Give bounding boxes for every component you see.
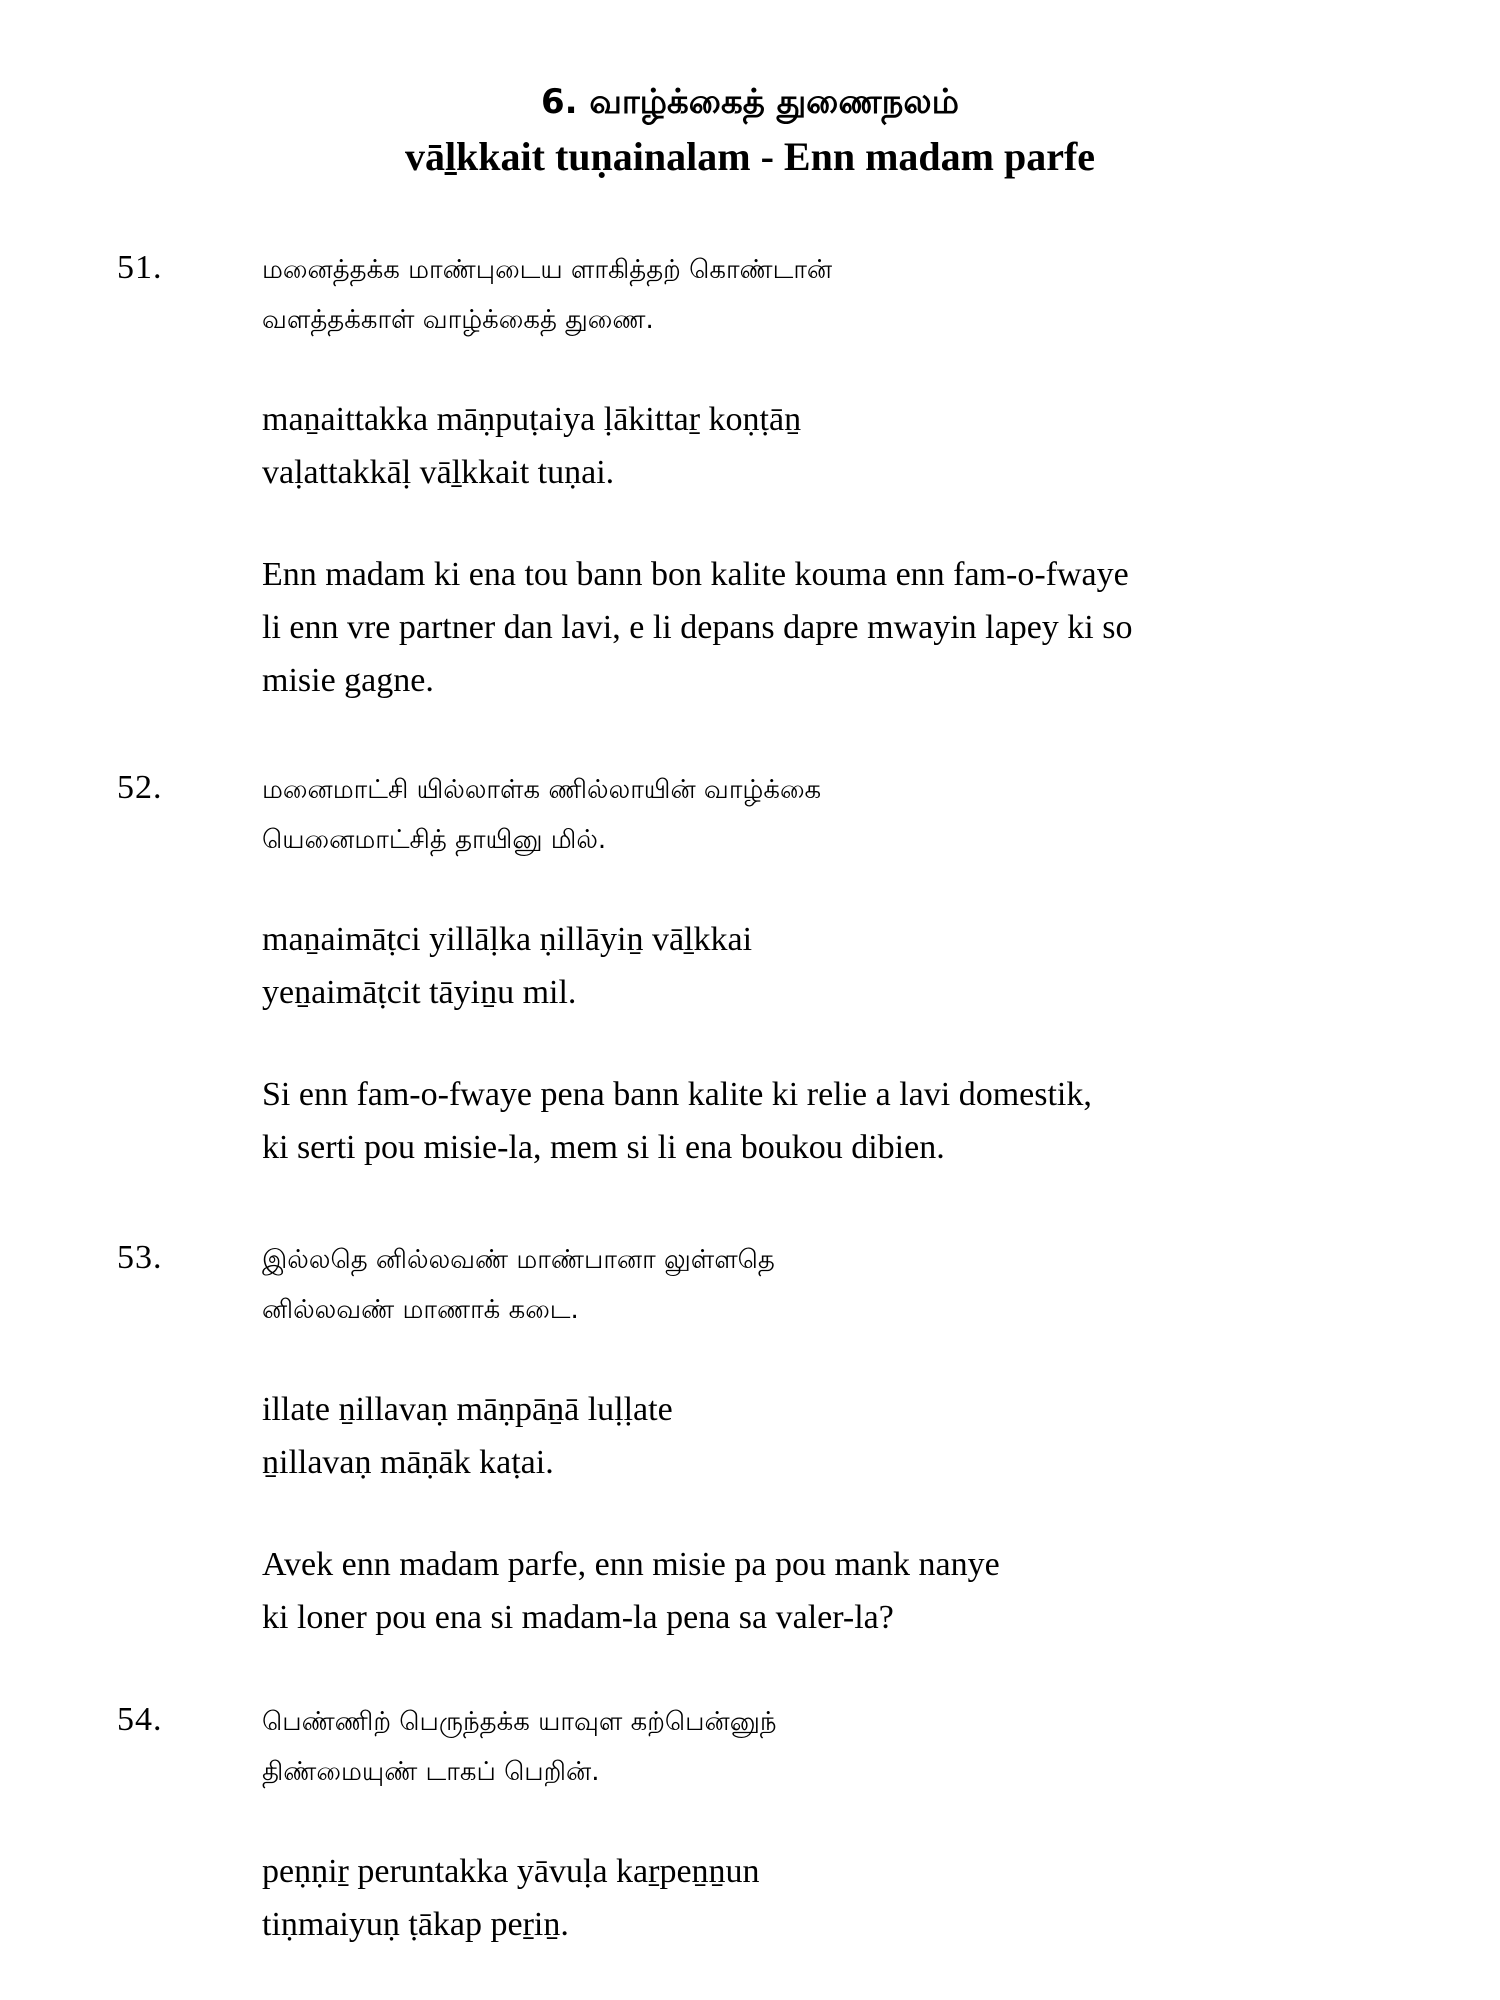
kreol-translation [262,1538,1000,1644]
tamil-line: மனைமாட்சி யில்லாள்க ணில்லாயின் வாழ்க்கை [262,775,822,805]
translation-line: ki loner pou ena si madam-la pena sa valer-la? [262,1599,894,1636]
kreol-translation [262,548,1133,707]
transliteration-couplet [262,1845,760,1951]
verse-number: 53. [117,1239,163,1276]
translation-line: Avek enn madam parfe, enn misie pa pou mank nanye [262,1546,1000,1583]
translation-line: li enn vre partner dan lavi, e li depans dapre mwayin lapey ki so [262,609,1133,646]
verse-number: 52. [117,769,163,806]
tamil-line: னில்லவண் மாணாக் கடை. [262,1295,579,1325]
translation-line: ki serti pou misie-la, mem si li ena boukou dibien. [262,1129,945,1166]
tamil-couplet [262,1697,777,1797]
transliteration-couplet [262,913,752,1019]
verse-number: 54. [117,1701,163,1738]
transliteration-line: peṇṇiṟ peruntakka yāvuḷa kaṟpeṉṉun [262,1853,760,1890]
transliteration-line: ṉillavaṇ māṇāk kaṭai. [262,1444,554,1481]
chapter-title-transliteration: vāḻkkait tuṇainalam - Enn madam parfe [404,134,1096,179]
tamil-couplet [262,765,821,865]
transliteration-couplet [262,393,801,499]
tamil-line: பெண்ணிற் பெருந்தக்க யாவுள கற்பென்னுந் [262,1707,777,1737]
transliteration-line: tiṇmaiyuṇ ṭākap peṟiṉ. [262,1906,569,1943]
translation-line: Si enn fam-o-fwaye pena bann kalite ki relie a lavi domestik, [262,1076,1092,1113]
transliteration-line: vaḷattakkāḷ vāḻkkait tuṇai. [262,454,615,491]
tamil-line: வளத்தக்காள் வாழ்க்கைத் துணை. [262,305,654,335]
tamil-line: மனைத்தக்க மாண்புடைய ளாகித்தற் கொண்டான் [262,255,833,285]
tamil-line: திண்மையுண் டாகப் பெறின். [262,1757,600,1787]
transliteration-line: maṉaimāṭci yillāḷka ṇillāyiṉ vāḻkkai [262,921,753,958]
tamil-line: யெனைமாட்சித் தாயினு மில். [262,825,607,855]
transliteration-line: illate ṉillavaṇ māṇpāṉā luḷḷate [262,1391,673,1428]
tamil-line: இல்லதெ னில்லவண் மாண்பானா லுள்ளதெ [262,1245,775,1275]
translation-line: misie gagne. [262,662,434,699]
transliteration-line: maṉaittakka māṇpuṭaiya ḷākittaṟ koṇṭāṉ [262,401,802,438]
translation-line: Enn madam ki ena tou bann bon kalite kouma enn fam-o-fwaye [262,556,1129,593]
verse-number: 51. [117,249,163,286]
tamil-couplet [262,1235,775,1335]
kreol-translation [262,1068,1092,1174]
chapter-title-tamil: 6. வாழ்க்கைத் துணைநலம் [540,82,960,122]
transliteration-line: yeṉaimāṭcit tāyiṉu mil. [262,974,577,1011]
transliteration-couplet [262,1383,673,1489]
tamil-couplet [262,245,832,345]
